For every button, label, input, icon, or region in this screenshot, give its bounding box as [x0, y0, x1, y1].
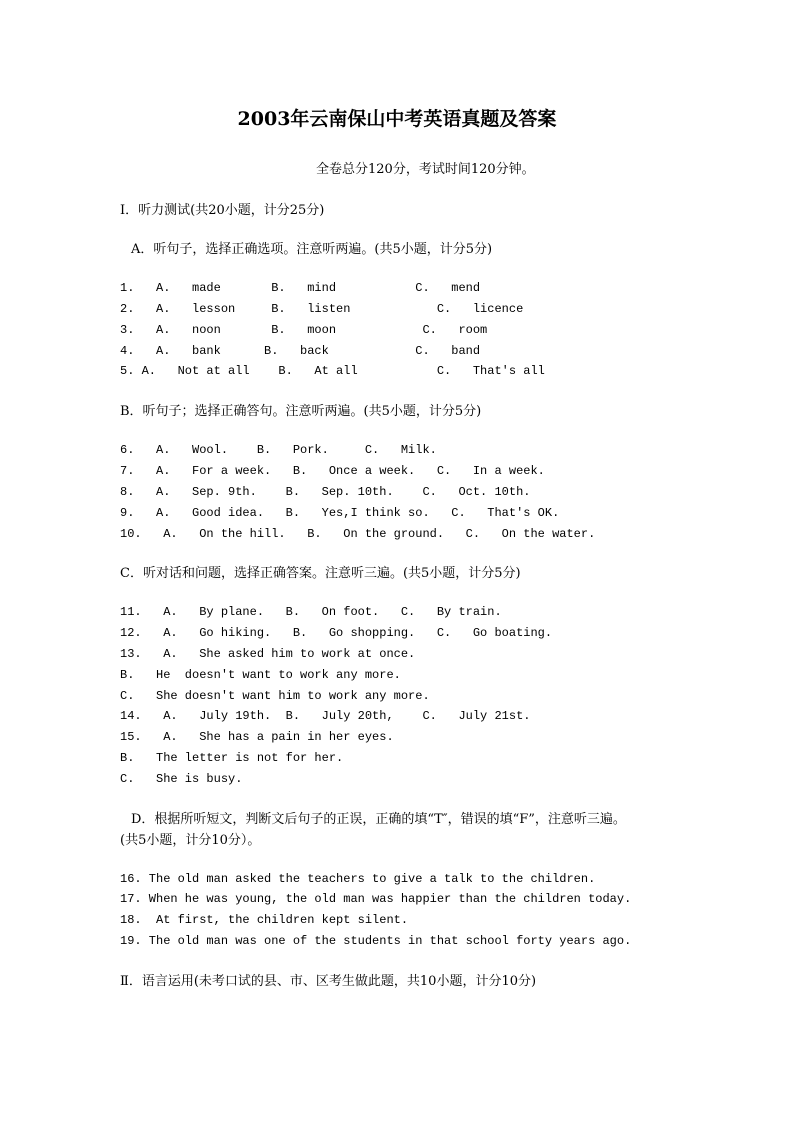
question-7: 7. A. For a week. B. Once a week. C. In a week. — [120, 464, 545, 478]
question-17: 17. When he was young, the old man was happier than the children today. — [120, 892, 632, 906]
part1-heading: I．听力测试(共20小题，计分25分) — [120, 203, 325, 218]
part2-heading: Ⅱ．语言运用(未考口试的县、市、区考生做此题，共10小题，计分10分) — [120, 974, 537, 989]
question-8: 8. A. Sep. 9th. B. Sep. 10th. C. Oct. 10th. — [120, 485, 531, 499]
question-2: 2. A. lesson B. listen C. licence — [120, 302, 524, 316]
question-6: 6. A. Wool. B. Pork. C. Milk. — [120, 443, 437, 457]
sectionC-heading: C．听对话和问题，选择正确答案。注意听三遍。(共5小题，计分5分) — [120, 566, 521, 581]
question-10: 10. A. On the hill. B. On the ground. C. On the water. — [120, 527, 596, 541]
question-9: 9. A. Good idea. B. Yes,I think so. C. That's OK. — [120, 506, 560, 520]
question-4: 4. A. bank B. back C. band — [120, 344, 481, 358]
question-13-option-c: C. She doesn't want him to work any more. — [120, 689, 430, 703]
question-13: 13. A. She asked him to work at once. — [120, 647, 416, 661]
question-15: 15. A. She has a pain in her eyes. — [120, 730, 394, 744]
question-14: 14. A. July 19th. B. July 20th, C. July 21st. — [120, 709, 531, 723]
exam-note: 全卷总分120分，考试时间120分钟。 — [316, 162, 535, 177]
question-5: 5. A. Not at all B. At all C. That's all — [120, 364, 545, 378]
sectionD-heading-cont: (共5小题，计分10分）。 — [120, 833, 261, 848]
question-19: 19. The old man was one of the students in that school forty years ago. — [120, 934, 632, 948]
question-3: 3. A. noon B. moon C. room — [120, 323, 488, 337]
sectionB-heading: B．听句子；选择正确答句。注意听两遍。(共5小题，计分5分) — [120, 404, 482, 419]
question-15-option-c: C. She is busy. — [120, 772, 243, 786]
question-18: 18. At first, the children kept silent. — [120, 913, 409, 927]
question-11: 11. A. By plane. B. On foot. C. By train. — [120, 605, 502, 619]
question-13-option-b: B. He doesn't want to work any more. — [120, 668, 401, 682]
sectionA-heading: A．听句子，选择正确选项。注意听两遍。(共5小题，计分5分) — [131, 242, 493, 257]
question-16: 16. The old man asked the teachers to give a talk to the children. — [120, 872, 596, 886]
page-title: 2003年云南保山中考英语真题及答案 — [237, 108, 557, 130]
question-1: 1. A. made B. mind C. mend — [120, 281, 481, 295]
question-12: 12. A. Go hiking. B. Go shopping. C. Go boating. — [120, 626, 553, 640]
question-15-option-b: B. The letter is not for her. — [120, 751, 344, 765]
sectionD-heading: D．根据所听短文，判断文后句子的正误，正确的填“T″，错误的填“F”，注意听三遍。 — [131, 812, 626, 827]
